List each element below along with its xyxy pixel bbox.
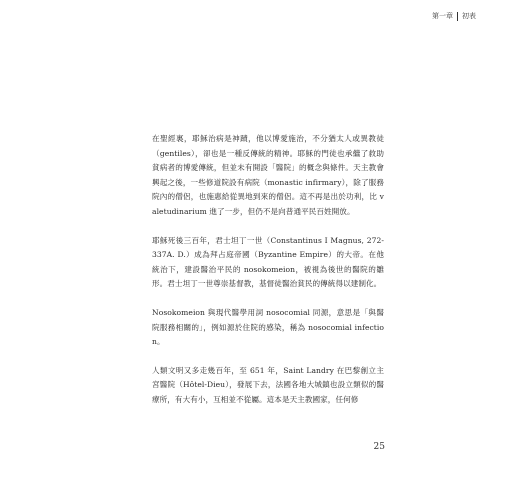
section-label: 初表 — [462, 12, 476, 20]
running-header — [432, 11, 476, 21]
paragraph: 耶穌死後三百年，君士坦丁一世（Constantinus I Magnus, 272-337A. D.）成為拜占庭帝國（Byzantine Empire）的大帝。在他統治下，建設醫治平民的 nosokomeion，被視為後世的醫院的雛形。君士坦丁一世尊崇基督教，基督徒醫治貧民的傳統得以建制化。 — [152, 235, 384, 289]
header-divider — [457, 12, 458, 21]
paragraph: 在聖經裏，耶穌治病是神蹟，他以博愛施治，不分猶太人或異教徒（gentiles），卻也是一種反傳統的精神。耶穌的門徒也承繼了救助貧病者的博愛傳統，但並未有開設「醫院」的概念與條件。天主教會興起之後，一些修道院設有病院（monastic infirmary），除了服務院內的僧侶，也施惠給從異地到來的僧侶。這不再是出於功利，比 valetudinarium 進了一步，但仍不是向普通平民百姓開放。 — [152, 134, 384, 216]
page-number: 25 — [373, 442, 385, 452]
body-text — [152, 132, 384, 408]
chapter-label: 第一章 — [432, 12, 453, 20]
paragraph: Nosokomeion 與現代醫學用詞 nosocomial 同源，意思是「與醫院服務相關的」，例如源於住院的感染，稱為 nosocomial infection。 — [152, 307, 384, 347]
paragraph: 人類文明又多走幾百年，至 651 年，Saint Landry 在巴黎創立主宮醫院（Hôtel-Dieu），發展下去，法國各地大城鎮也設立類似的醫療所，有大有小，互相並不從屬。這本是天主教國家，任何修 — [152, 365, 384, 404]
